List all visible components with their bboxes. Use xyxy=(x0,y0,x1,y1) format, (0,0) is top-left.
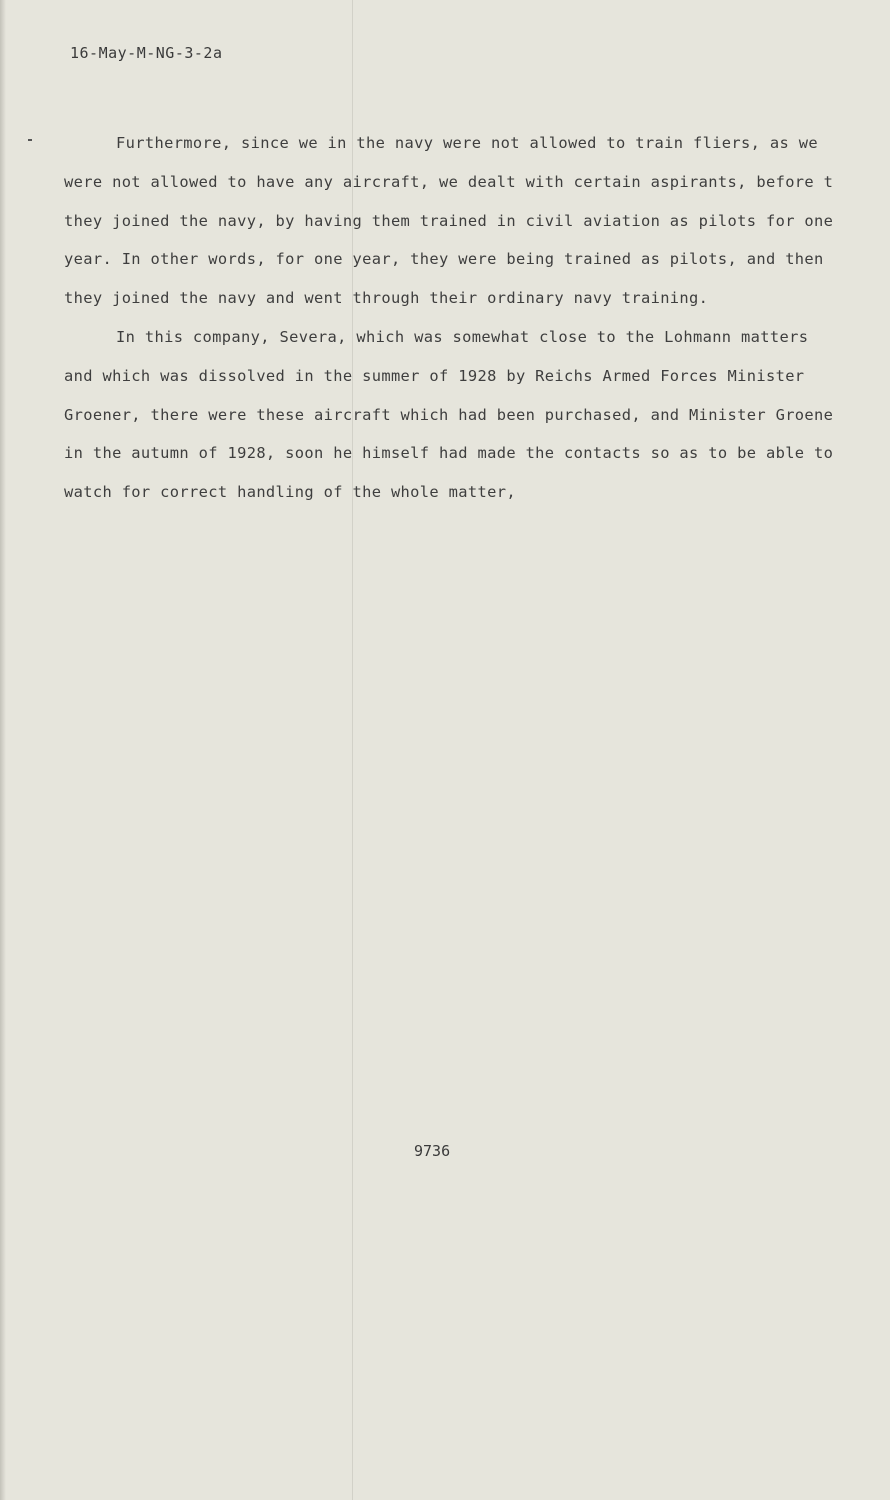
paragraph-line: Groener, there were these aircraft which had been purchased, and Minister Groene xyxy=(64,405,834,424)
margin-mark xyxy=(28,139,32,141)
page-edge-shadow xyxy=(0,0,6,1500)
paragraph-line: watch for correct handling of the whole matter, xyxy=(64,483,516,502)
paragraph-line: were not allowed to have any aircraft, we dealt with certain aspirants, before t xyxy=(64,172,834,191)
paragraph-line: and which was dissolved in the summer of 1928 by Reichs Armed Forces Minister xyxy=(64,366,805,385)
paragraph-line: in the autumn of 1928, soon he himself had made the contacts so as to be able to xyxy=(64,444,834,463)
paragraph-line: they joined the navy, by having them trained in civil aviation as pilots for one xyxy=(64,211,834,230)
paragraph-2 xyxy=(64,318,844,512)
page-number: 9736 xyxy=(414,1142,451,1160)
paragraph-line: they joined the navy and went through their ordinary navy training. xyxy=(64,289,709,308)
paragraph-line: Furthermore, since we in the navy were not allowed to train fliers, as we xyxy=(116,134,818,152)
paragraph-1 xyxy=(64,124,844,318)
reference-code: 16-May-M-NG-3-2a xyxy=(70,44,223,62)
paragraph-line: year. In other words, for one year, they were being trained as pilots, and then xyxy=(64,250,824,269)
paragraph-line: In this company, Severa, which was somewhat close to the Lohmann matters xyxy=(116,328,809,346)
